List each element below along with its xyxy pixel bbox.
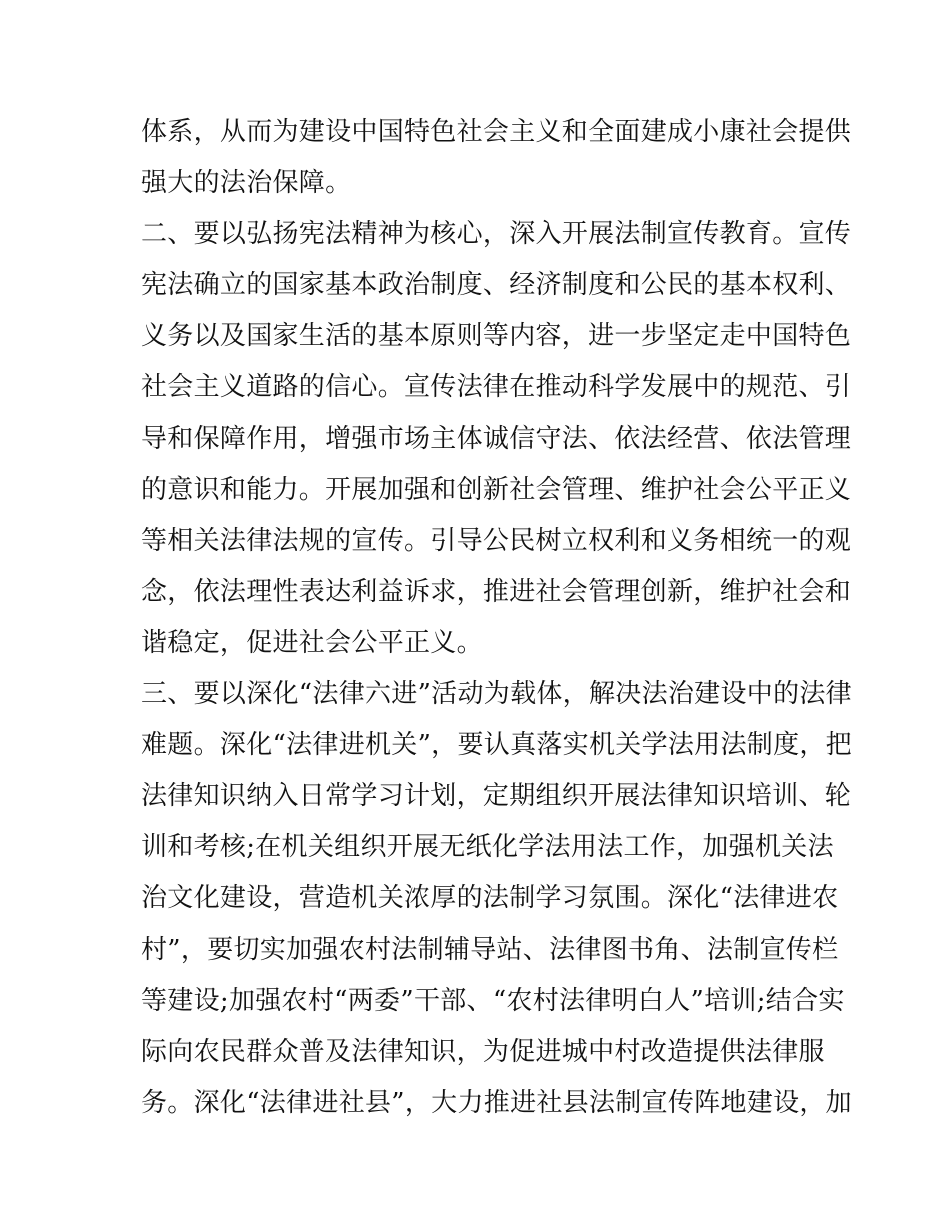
text-line: 的意识和能力。开展加强和创新社会管理、维护社会公平正义 xyxy=(141,474,852,505)
text-line: 强大的法治保障。 xyxy=(141,168,352,199)
text-line: 难题。深化“法律进机关”，要认真落实机关学法用法制度，把 xyxy=(141,730,852,761)
text-line: 二、要以弘扬宪法精神为核心，深入开展法制宣传教育。宣传 xyxy=(141,219,852,250)
text-line: 村”，要切实加强农村法制辅导站、法律图书角、法制宣传栏 xyxy=(141,934,839,965)
text-line: 社会主义道路的信心。宣传法律在推动科学发展中的规范、引 xyxy=(141,372,852,403)
text-line: 义务以及国家生活的基本原则等内容，进一步坚定走中国特色 xyxy=(141,321,852,352)
text-line: 治文化建设，营造机关浓厚的法制学习氛围。深化“法律进农 xyxy=(141,883,839,914)
text-line: 法律知识纳入日常学习计划，定期组织开展法律知识培训、轮 xyxy=(141,781,852,812)
body-text xyxy=(141,107,852,1129)
text-line: 三、要以深化“法律六进”活动为载体，解决法治建设中的法律 xyxy=(141,679,852,710)
text-line: 等建设;加强农村“两委”干部、“农村法律明白人”培训;结合实 xyxy=(141,985,845,1016)
text-line: 训和考核;在机关组织开展无纸化学法用法工作，加强机关法 xyxy=(141,832,834,863)
text-line: 导和保障作用，增强市场主体诚信守法、依法经营、依法管理 xyxy=(141,423,852,454)
text-line: 宪法确立的国家基本政治制度、经济制度和公民的基本权利、 xyxy=(141,270,852,301)
text-line: 念，依法理性表达利益诉求，推进社会管理创新，维护社会和 xyxy=(141,576,852,607)
text-line: 务。深化“法律进社县”，大力推进社县法制宣传阵地建设，加 xyxy=(141,1087,852,1118)
text-line: 谐稳定，促进社会公平正义。 xyxy=(141,627,483,658)
text-line: 体系，从而为建设中国特色社会主义和全面建成小康社会提供 xyxy=(141,117,852,147)
text-line: 等相关法律法规的宣传。引导公民树立权利和义务相统一的观 xyxy=(141,525,852,556)
text-line: 际向农民群众普及法律知识，为促进城中村改造提供法律服 xyxy=(141,1036,825,1067)
